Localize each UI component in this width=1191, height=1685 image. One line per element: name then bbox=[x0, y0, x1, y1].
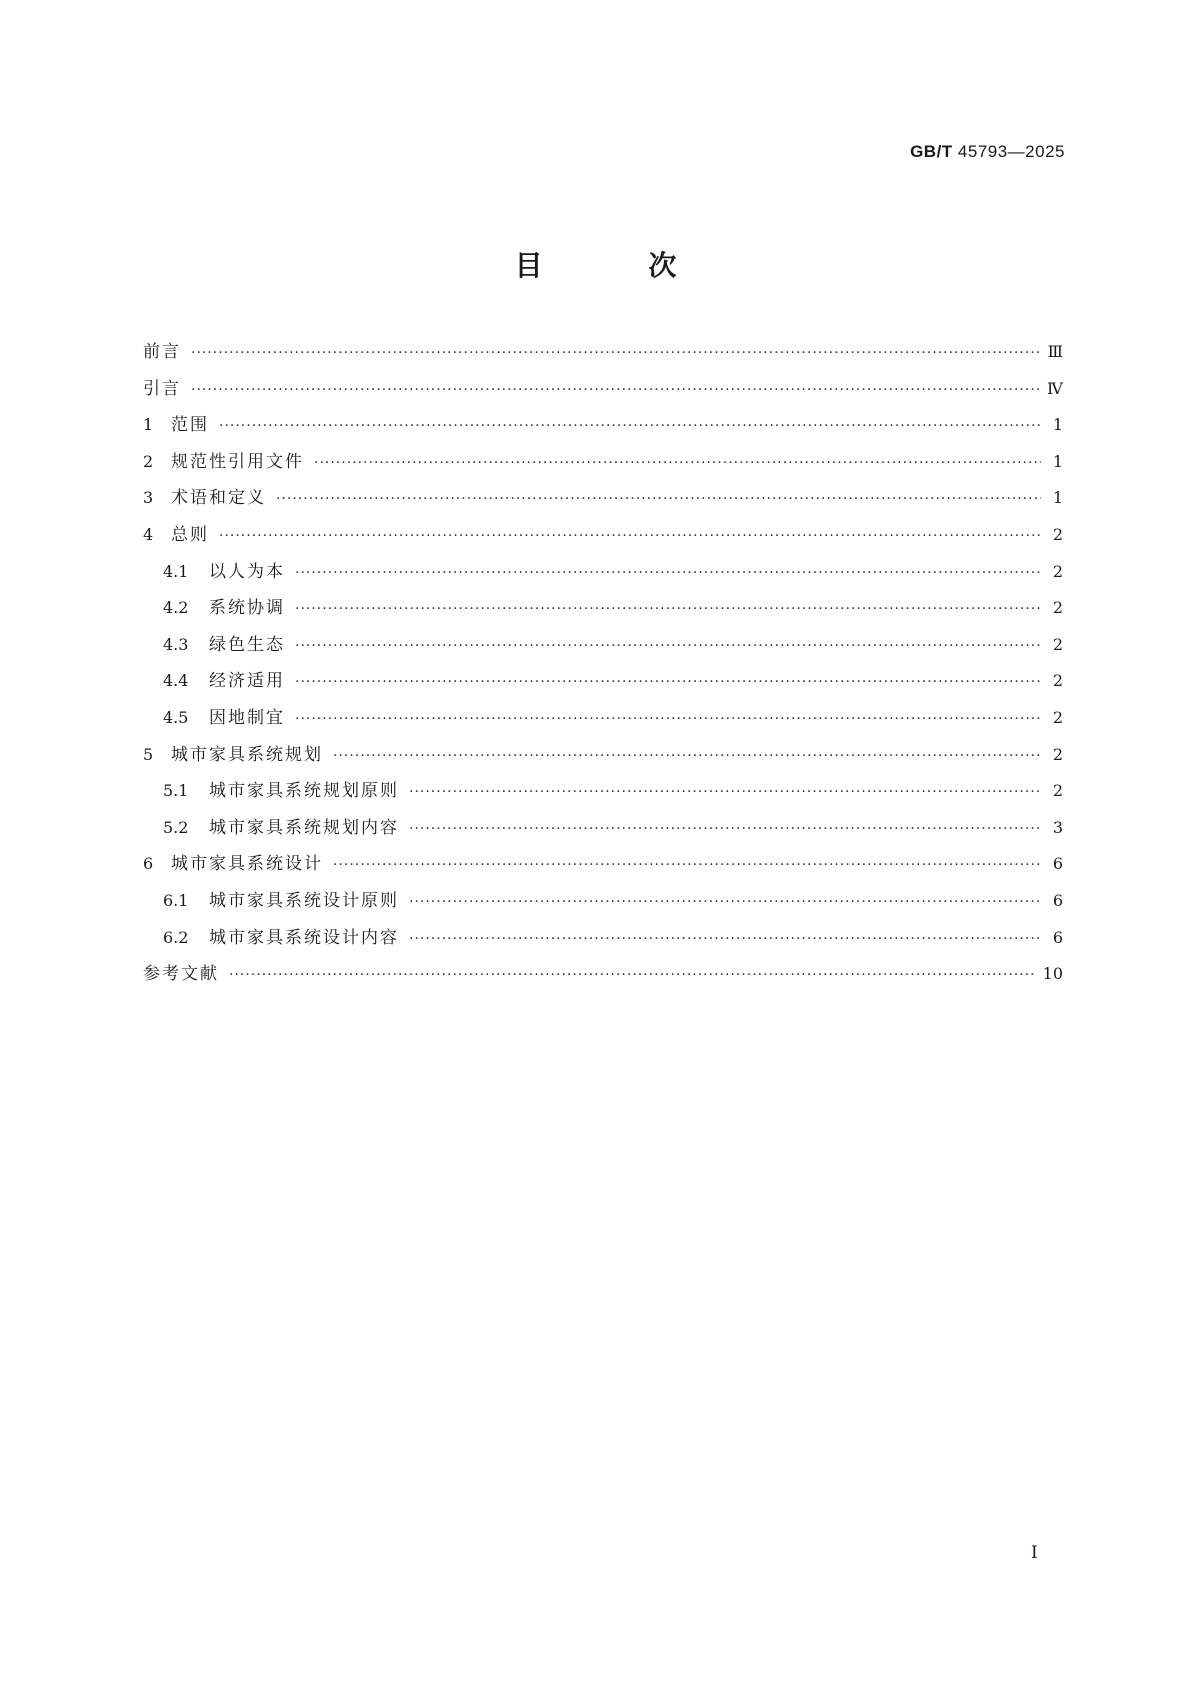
toc-entry-label: 术语和定义 bbox=[171, 488, 266, 509]
toc-entry-number: 3 bbox=[143, 488, 154, 508]
toc-entry-label: 城市家具系统设计原则 bbox=[209, 890, 399, 911]
toc-entry-label: 城市家具系统规划内容 bbox=[209, 817, 399, 838]
page-title: 目 次 bbox=[514, 249, 725, 282]
toc-entry-label: 城市家具系统规划原则 bbox=[209, 781, 399, 802]
toc-entry-label: 规范性引用文件 bbox=[171, 451, 304, 472]
toc-leader-dots bbox=[295, 674, 1041, 690]
toc-entry[interactable] bbox=[143, 337, 1063, 374]
toc-entry-label: 经济适用 bbox=[209, 671, 285, 692]
toc-entry[interactable] bbox=[143, 703, 1063, 740]
toc-leader-dots bbox=[333, 748, 1041, 764]
toc-entry[interactable] bbox=[143, 959, 1063, 996]
toc-entry-page: 2 bbox=[1052, 781, 1063, 801]
toc-entry-page: 2 bbox=[1052, 671, 1063, 691]
toc-leader-dots bbox=[333, 857, 1041, 873]
toc-leader-dots bbox=[409, 894, 1041, 910]
toc-leader-dots bbox=[295, 711, 1041, 727]
standard-prefix: GB/T bbox=[910, 142, 953, 161]
toc-entry-label: 引言 bbox=[143, 378, 181, 399]
toc-entry-label: 因地制宜 bbox=[209, 707, 285, 728]
standard-number bbox=[910, 142, 1065, 162]
toc-entry[interactable] bbox=[143, 410, 1063, 447]
toc-leader-dots bbox=[191, 345, 1040, 361]
table-of-contents bbox=[143, 337, 1063, 996]
toc-entry-page: 2 bbox=[1052, 598, 1063, 618]
toc-entry-number: 4.1 bbox=[163, 561, 189, 581]
toc-entry-label: 城市家具系统设计 bbox=[171, 854, 323, 875]
toc-entry-page: 3 bbox=[1052, 817, 1063, 837]
toc-leader-dots bbox=[409, 784, 1041, 800]
toc-entry[interactable] bbox=[143, 630, 1063, 667]
toc-entry-number: 4 bbox=[143, 524, 154, 544]
toc-entry-label: 城市家具系统规划 bbox=[171, 744, 323, 765]
toc-entry[interactable] bbox=[143, 849, 1063, 886]
toc-leader-dots bbox=[314, 455, 1041, 471]
standard-code: 45793—2025 bbox=[957, 142, 1065, 161]
toc-entry[interactable] bbox=[143, 447, 1063, 484]
toc-entry-page: 10 bbox=[1042, 964, 1063, 984]
toc-leader-dots bbox=[229, 967, 1035, 983]
toc-entry-number: 4.3 bbox=[163, 634, 189, 654]
toc-entry-page: 2 bbox=[1052, 634, 1063, 654]
toc-entry-page: Ⅳ bbox=[1047, 378, 1063, 398]
toc-leader-dots bbox=[276, 491, 1041, 507]
toc-entry-page: 1 bbox=[1052, 488, 1063, 508]
toc-entry-page: 6 bbox=[1052, 927, 1063, 947]
toc-entry-page: 1 bbox=[1052, 451, 1063, 471]
toc-leader-dots bbox=[409, 931, 1041, 947]
toc-entry-page: 1 bbox=[1052, 415, 1063, 435]
toc-entry[interactable] bbox=[143, 483, 1063, 520]
toc-entry[interactable] bbox=[143, 374, 1063, 411]
toc-leader-dots bbox=[409, 821, 1041, 837]
page-folio: Ⅰ bbox=[1031, 1543, 1038, 1563]
toc-leader-dots bbox=[295, 565, 1041, 581]
toc-entry[interactable] bbox=[143, 923, 1063, 960]
toc-entry-number: 5.1 bbox=[163, 781, 189, 801]
toc-entry-label: 总则 bbox=[171, 524, 209, 545]
toc-entry-number: 5.2 bbox=[163, 817, 189, 837]
toc-entry[interactable] bbox=[143, 557, 1063, 594]
toc-entry[interactable] bbox=[143, 776, 1063, 813]
toc-entry-page: 2 bbox=[1052, 561, 1063, 581]
toc-entry-label: 以人为本 bbox=[209, 561, 285, 582]
toc-leader-dots bbox=[295, 601, 1041, 617]
toc-entry[interactable] bbox=[143, 666, 1063, 703]
toc-entry-number: 4.4 bbox=[163, 671, 189, 691]
toc-leader-dots bbox=[295, 638, 1041, 654]
toc-entry-number: 4.2 bbox=[163, 598, 189, 618]
toc-entry-page: Ⅲ bbox=[1047, 342, 1063, 361]
toc-entry-number: 1 bbox=[143, 415, 154, 435]
toc-entry-label: 城市家具系统设计内容 bbox=[209, 927, 399, 948]
toc-entry-label: 绿色生态 bbox=[209, 634, 285, 655]
toc-entry-page: 6 bbox=[1052, 854, 1063, 874]
toc-entry[interactable] bbox=[143, 520, 1063, 557]
toc-entry-page: 2 bbox=[1052, 707, 1063, 727]
toc-entry-number: 6.1 bbox=[163, 890, 189, 910]
toc-entry-number: 2 bbox=[143, 451, 154, 471]
toc-entry-label: 参考文献 bbox=[143, 964, 219, 985]
toc-entry[interactable] bbox=[143, 740, 1063, 777]
toc-leader-dots bbox=[191, 382, 1039, 398]
toc-entry-label: 前言 bbox=[143, 342, 181, 362]
toc-entry-number: 5 bbox=[143, 744, 154, 764]
toc-entry-number: 6 bbox=[143, 854, 154, 874]
toc-leader-dots bbox=[219, 418, 1041, 434]
toc-entry-page: 2 bbox=[1052, 524, 1063, 544]
toc-entry[interactable] bbox=[143, 886, 1063, 923]
toc-entry-page: 6 bbox=[1052, 890, 1063, 910]
toc-entry[interactable] bbox=[143, 593, 1063, 630]
toc-entry-number: 6.2 bbox=[163, 927, 189, 947]
toc-leader-dots bbox=[219, 528, 1041, 544]
toc-entry-label: 系统协调 bbox=[209, 598, 285, 619]
toc-entry-label: 范围 bbox=[171, 415, 209, 436]
toc-entry-page: 2 bbox=[1052, 744, 1063, 764]
toc-entry[interactable] bbox=[143, 813, 1063, 850]
toc-entry-number: 4.5 bbox=[163, 707, 189, 727]
